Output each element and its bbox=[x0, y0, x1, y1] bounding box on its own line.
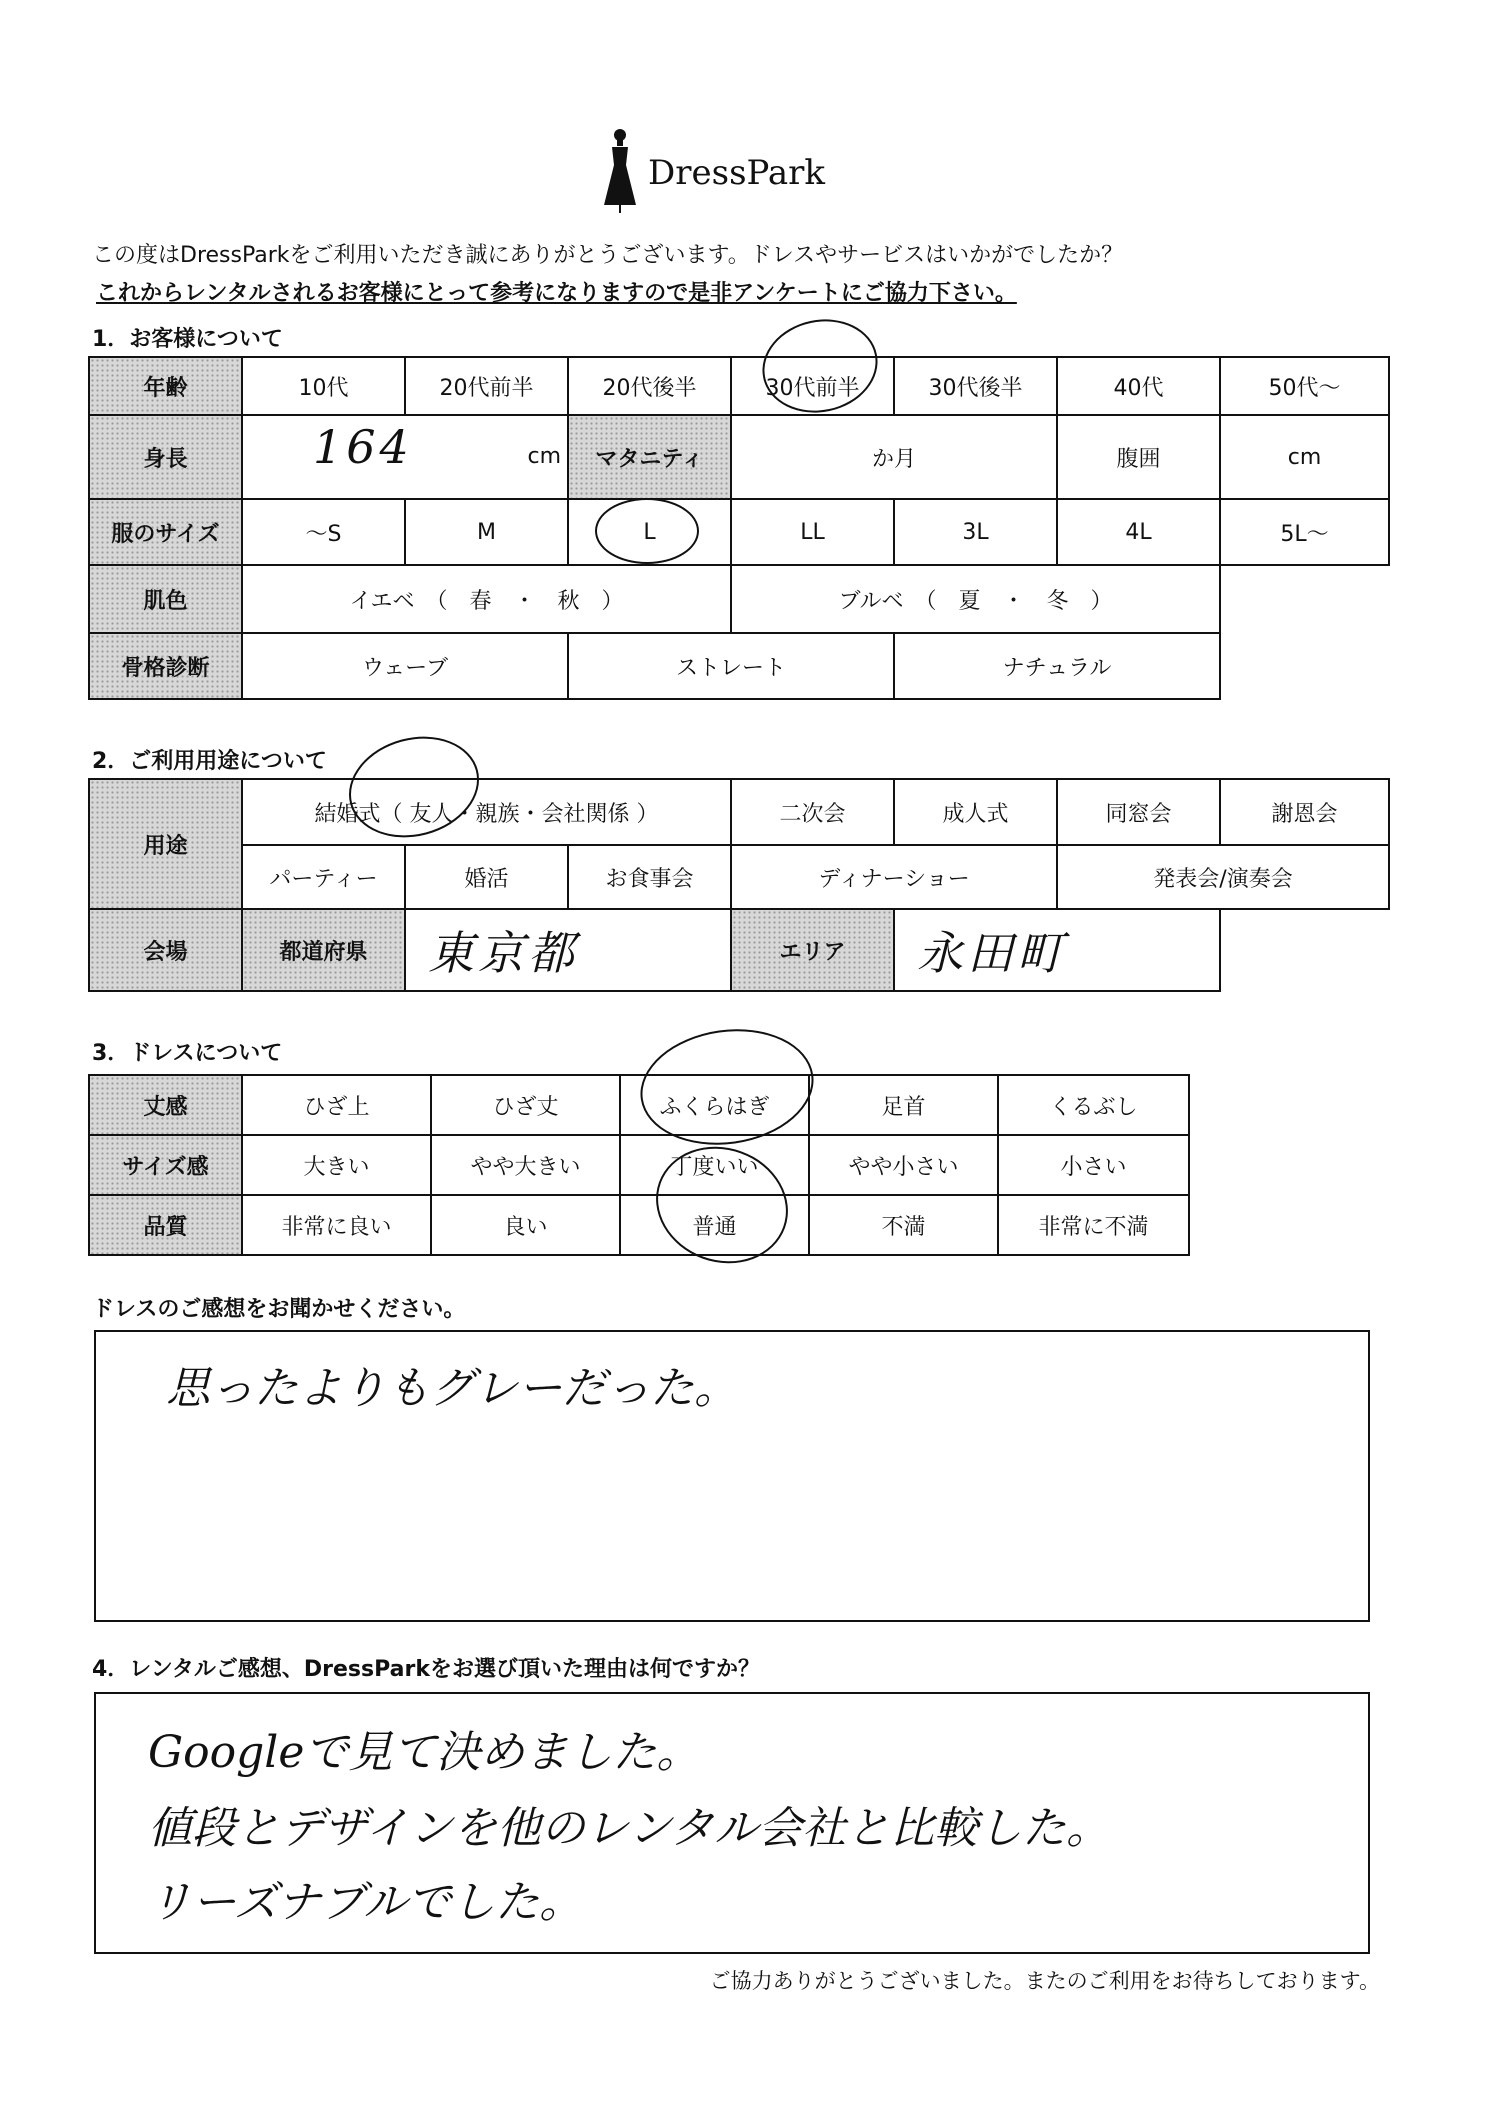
impressions-title: ドレスのご感想をお聞かせください。 bbox=[92, 1297, 466, 1322]
fit-option[interactable]: 大きい bbox=[242, 1135, 431, 1195]
section3-title: 3．ドレスについて bbox=[92, 1041, 283, 1066]
length-option-selected[interactable]: ふくらはぎ bbox=[620, 1075, 809, 1135]
size-option[interactable]: ～S bbox=[242, 499, 405, 565]
quality-option-selected[interactable]: 普通 bbox=[620, 1195, 809, 1255]
size-option[interactable]: 5L～ bbox=[1220, 499, 1389, 565]
height-value: 164 bbox=[313, 420, 413, 474]
age-label: 年齢 bbox=[89, 357, 242, 415]
use-option[interactable]: 謝恩会 bbox=[1220, 779, 1389, 845]
length-option[interactable]: くるぶし bbox=[998, 1075, 1189, 1135]
height-unit: cm bbox=[527, 444, 561, 469]
size-option[interactable]: 4L bbox=[1057, 499, 1220, 565]
age-option[interactable]: 20代後半 bbox=[568, 357, 731, 415]
prefecture-field[interactable] bbox=[405, 909, 731, 991]
bone-option[interactable]: ストレート bbox=[568, 633, 894, 699]
size-label: 服のサイズ bbox=[89, 499, 242, 565]
use-option[interactable]: パーティー bbox=[242, 845, 405, 909]
intro-text: この度はDressParkをご利用いただき誠にありがとうございます。ドレスやサービスはいかがでしたか？ bbox=[92, 243, 1124, 268]
reason-line: 値段とデザインを他のレンタル会社と比較した。 bbox=[148, 1803, 1111, 1854]
age-option[interactable]: 30代後半 bbox=[894, 357, 1057, 415]
size-option[interactable]: 3L bbox=[894, 499, 1057, 565]
use-option[interactable]: 同窓会 bbox=[1057, 779, 1220, 845]
bone-option[interactable]: ナチュラル bbox=[894, 633, 1220, 699]
reason-line: リーズナブルでした。 bbox=[148, 1877, 584, 1928]
quality-option[interactable]: 良い bbox=[431, 1195, 620, 1255]
reason-line: Googleで見て決めました。 bbox=[148, 1727, 701, 1778]
quality-option[interactable]: 非常に不満 bbox=[998, 1195, 1189, 1255]
age-option[interactable]: 40代 bbox=[1057, 357, 1220, 415]
section4-title: 4．レンタルご感想、DressParkをお選び頂いた理由は何ですか？ bbox=[92, 1657, 760, 1682]
bone-label: 骨格診断 bbox=[89, 633, 242, 699]
age-option[interactable]: 20代前半 bbox=[405, 357, 568, 415]
length-option[interactable]: ひざ上 bbox=[242, 1075, 431, 1135]
prefecture-label: 都道府県 bbox=[242, 909, 405, 991]
intro-request: これからレンタルされるお客様にとって参考になりますので是非アンケートにご協力下さい。 bbox=[96, 281, 1017, 306]
brand-logo bbox=[600, 125, 850, 215]
size-option[interactable]: M bbox=[405, 499, 568, 565]
fit-option-selected[interactable]: 丁度いい bbox=[620, 1135, 809, 1195]
skin-yellow-option[interactable]: イエベ （ 春 ・ 秋 ） bbox=[242, 565, 731, 633]
impressions-text: 思ったよりもグレーだった。 bbox=[166, 1363, 738, 1414]
use-label: 用途 bbox=[89, 779, 242, 909]
dress-silhouette-icon bbox=[600, 125, 640, 215]
skin-blue-option[interactable]: ブルベ （ 夏 ・ 冬 ） bbox=[731, 565, 1220, 633]
age-option-selected[interactable]: 30代前半 bbox=[731, 357, 894, 415]
fit-option[interactable]: やや大きい bbox=[431, 1135, 620, 1195]
fit-label: サイズ感 bbox=[89, 1135, 242, 1195]
area-field[interactable] bbox=[894, 909, 1220, 991]
use-option[interactable]: 成人式 bbox=[894, 779, 1057, 845]
quality-label: 品質 bbox=[89, 1195, 242, 1255]
area-label: エリア bbox=[731, 909, 894, 991]
length-option[interactable]: 足首 bbox=[809, 1075, 998, 1135]
age-option[interactable]: 50代～ bbox=[1220, 357, 1389, 415]
quality-option[interactable]: 不満 bbox=[809, 1195, 998, 1255]
customer-table bbox=[88, 356, 1390, 700]
use-option[interactable]: 二次会 bbox=[731, 779, 894, 845]
use-option[interactable]: 婚活 bbox=[405, 845, 568, 909]
usage-table bbox=[88, 778, 1390, 992]
dress-table bbox=[88, 1074, 1190, 1256]
bone-option[interactable]: ウェーブ bbox=[242, 633, 568, 699]
use-option-wedding[interactable]: 結婚式（ 友人・親族・会社関係 ） bbox=[242, 779, 731, 845]
section1-title: 1．お客様について bbox=[92, 327, 283, 352]
footer-thanks: ご協力ありがとうございました。またのご利用をお待ちしております。 bbox=[709, 1969, 1380, 1993]
age-option[interactable]: 10代 bbox=[242, 357, 405, 415]
use-option[interactable]: ディナーショー bbox=[731, 845, 1057, 909]
waist-label: 腹囲 bbox=[1057, 415, 1220, 499]
use-option[interactable]: お食事会 bbox=[568, 845, 731, 909]
brand-name: DressPark bbox=[648, 153, 826, 193]
impressions-box[interactable] bbox=[94, 1330, 1370, 1622]
length-option[interactable]: ひざ丈 bbox=[431, 1075, 620, 1135]
skin-label: 肌色 bbox=[89, 565, 242, 633]
selection-circle bbox=[595, 498, 699, 564]
size-option-selected[interactable]: L bbox=[568, 499, 731, 565]
maternity-months[interactable]: か月 bbox=[731, 415, 1057, 499]
height-label: 身長 bbox=[89, 415, 242, 499]
height-field[interactable] bbox=[242, 415, 568, 499]
venue-label: 会場 bbox=[89, 909, 242, 991]
quality-option[interactable]: 非常に良い bbox=[242, 1195, 431, 1255]
fit-option[interactable]: やや小さい bbox=[809, 1135, 998, 1195]
reason-box[interactable] bbox=[94, 1692, 1370, 1954]
prefecture-value: 東京都 bbox=[428, 926, 578, 980]
use-option[interactable]: 発表会/演奏会 bbox=[1057, 845, 1389, 909]
maternity-label: マタニティ bbox=[568, 415, 731, 499]
size-option[interactable]: LL bbox=[731, 499, 894, 565]
fit-option[interactable]: 小さい bbox=[998, 1135, 1189, 1195]
area-value: 永田町 bbox=[917, 926, 1068, 980]
length-label: 丈感 bbox=[89, 1075, 242, 1135]
section2-title: 2．ご利用用途について bbox=[92, 749, 327, 774]
waist-unit[interactable]: cm bbox=[1220, 415, 1389, 499]
